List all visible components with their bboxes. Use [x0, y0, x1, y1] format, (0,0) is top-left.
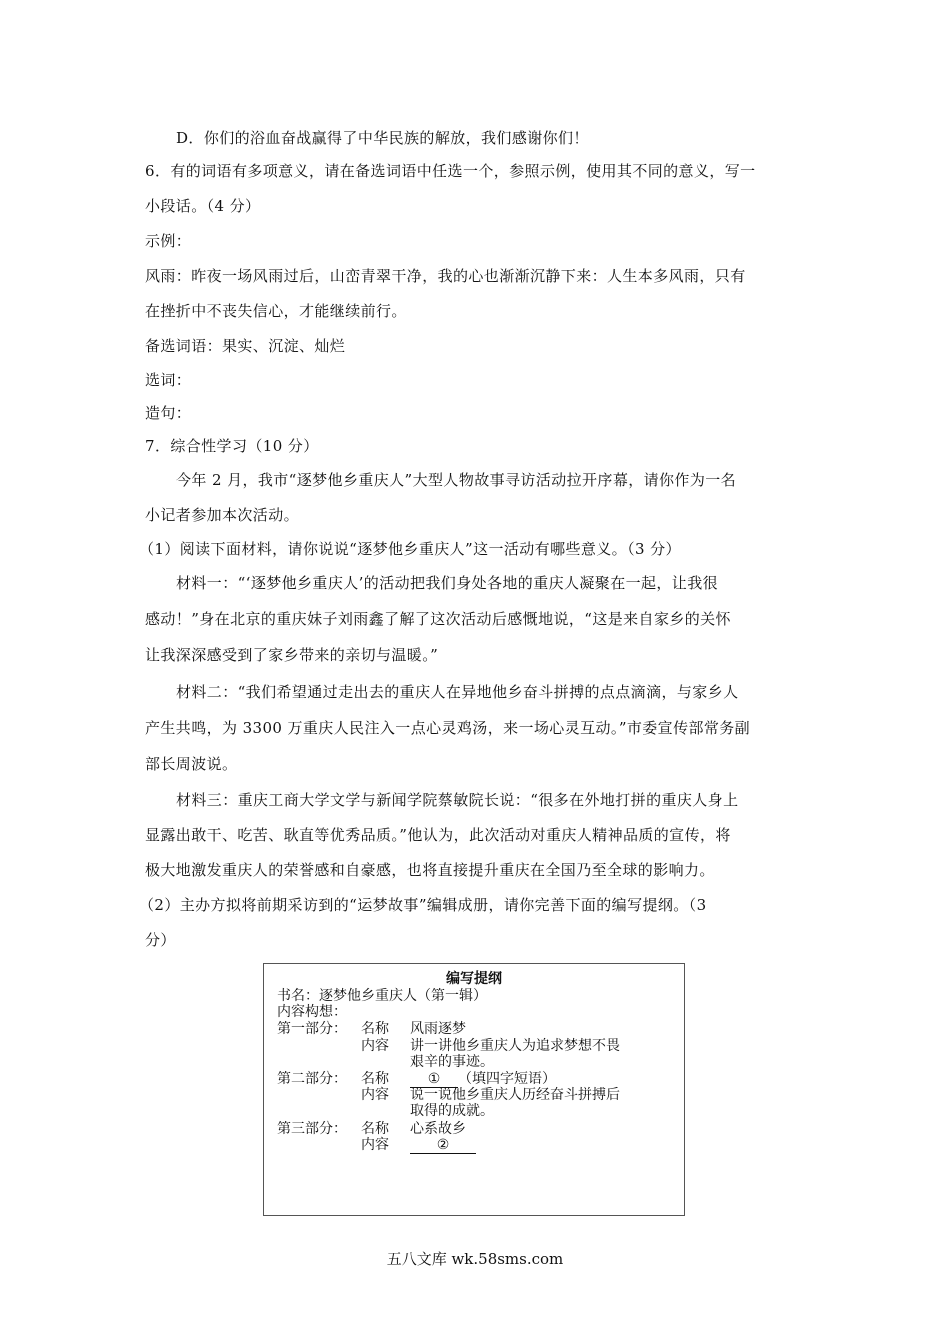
q7-intro-line1: 今年 2 月，我市“逐梦他乡重庆人”大型人物故事寻访活动拉开序幕，请你作为一名	[176, 471, 737, 489]
answer-blank-2[interactable]: ②	[410, 1137, 476, 1154]
outline-part2-name-label: 名称	[361, 1071, 389, 1087]
outline-part3-label: 第三部分：	[277, 1121, 347, 1137]
outline-part3-name-label: 名称	[361, 1121, 389, 1137]
q6-example-label: 示例：	[145, 232, 192, 250]
outline-concept-label: 内容构想：	[277, 1004, 347, 1020]
outline-box	[263, 963, 685, 1216]
outline-part2-content-line1: 说一说他乡重庆人历经奋斗拼搏后	[410, 1087, 620, 1103]
q6-example-line1: 风雨：昨夜一场风雨过后，山峦青翠干净，我的心也渐渐沉静下来：人生本多风雨，只有	[145, 267, 746, 285]
q6-candidate-words: 备选词语：果实、沉淀、灿烂	[145, 337, 346, 355]
q7-title: 7．综合性学习（10 分）	[145, 437, 319, 455]
outline-part1-label: 第一部分：	[277, 1021, 347, 1037]
outline-title: 编写提纲	[446, 971, 502, 987]
q6-example-line2: 在挫折中不丧失信心，才能继续前行。	[145, 302, 407, 320]
outline-part2-hint: （填四字短语）	[458, 1071, 556, 1087]
material1-line2: 感动！”身在北京的重庆妹子刘雨鑫了解了这次活动后感慨地说，“这是来自家乡的关怀	[145, 610, 731, 628]
outline-part3-name: 心系故乡	[410, 1121, 466, 1137]
material2-line2: 产生共鸣，为 3300 万重庆人民注入一点心灵鸡汤，来一场心灵互动。”市委宣传部常务副	[145, 719, 751, 737]
outline-part2-name-row	[410, 1071, 556, 1088]
footer-watermark: 五八文库 wk.58sms.com	[386, 1250, 564, 1268]
material3-line3: 极大地激发重庆人的荣誉感和自豪感，也将直接提升重庆在全国乃至全球的影响力。	[145, 861, 715, 879]
outline-part1-content-line2: 艰辛的事迹。	[410, 1054, 494, 1070]
material3-line2: 显露出敢干、吃苦、耿直等优秀品质。”他认为，此次活动对重庆人精神品质的宣传，将	[145, 826, 731, 844]
outline-part1-content-label: 内容	[361, 1038, 389, 1054]
outline-part1-name-label: 名称	[361, 1021, 389, 1037]
outline-part3-content-label: 内容	[361, 1137, 389, 1153]
material2-line1: 材料二：“我们希望通过走出去的重庆人在异地他乡奋斗拼搏的点点滴滴，与家乡人	[176, 683, 739, 701]
outline-part2-content-label: 内容	[361, 1087, 389, 1103]
q7-sub1: （1）阅读下面材料，请你说说“逐梦他乡重庆人”这一活动有哪些意义。（3 分）	[139, 540, 681, 558]
q6-make-sentence: 造句：	[145, 404, 192, 422]
q5-option-d: D．你们的浴血奋战赢得了中华民族的解放，我们感谢你们！	[176, 129, 589, 147]
outline-part2-label: 第二部分：	[277, 1071, 347, 1087]
q6-stem-line1: 6．有的词语有多项意义，请在备选词语中任选一个，参照示例，使用其不同的意义，写一	[145, 162, 756, 180]
outline-book-name: 书名：逐梦他乡重庆人（第一辑）	[277, 988, 487, 1004]
material1-line1: 材料一：“‘逐梦他乡重庆人’的活动把我们身处各地的重庆人凝聚在一起，让我很	[176, 574, 719, 592]
outline-part1-content-line1: 讲一讲他乡重庆人为追求梦想不畏	[410, 1038, 620, 1054]
q6-choose-word: 选词：	[145, 371, 192, 389]
q7-intro-line2: 小记者参加本次活动。	[145, 506, 300, 524]
material2-line3: 部长周波说。	[145, 755, 238, 773]
outline-part1-name: 风雨逐梦	[410, 1021, 466, 1037]
material3-line1: 材料三：重庆工商大学文学与新闻学院蔡敏院长说：“很多在外地打拼的重庆人身上	[176, 791, 739, 809]
q7-sub2-line2: 分）	[145, 931, 176, 949]
answer-blank-1[interactable]: ①	[410, 1071, 458, 1088]
q7-sub2-line1: （2）主办方拟将前期采访到的“运梦故事”编辑成册，请你完善下面的编写提纲。（3	[139, 896, 707, 914]
q6-stem-line2: 小段话。（4 分）	[145, 197, 261, 215]
outline-part2-content-line2: 取得的成就。	[410, 1103, 494, 1119]
outline-part3-content-row	[410, 1137, 476, 1154]
material1-line3: 让我深深感受到了家乡带来的亲切与温暖。”	[145, 646, 439, 664]
